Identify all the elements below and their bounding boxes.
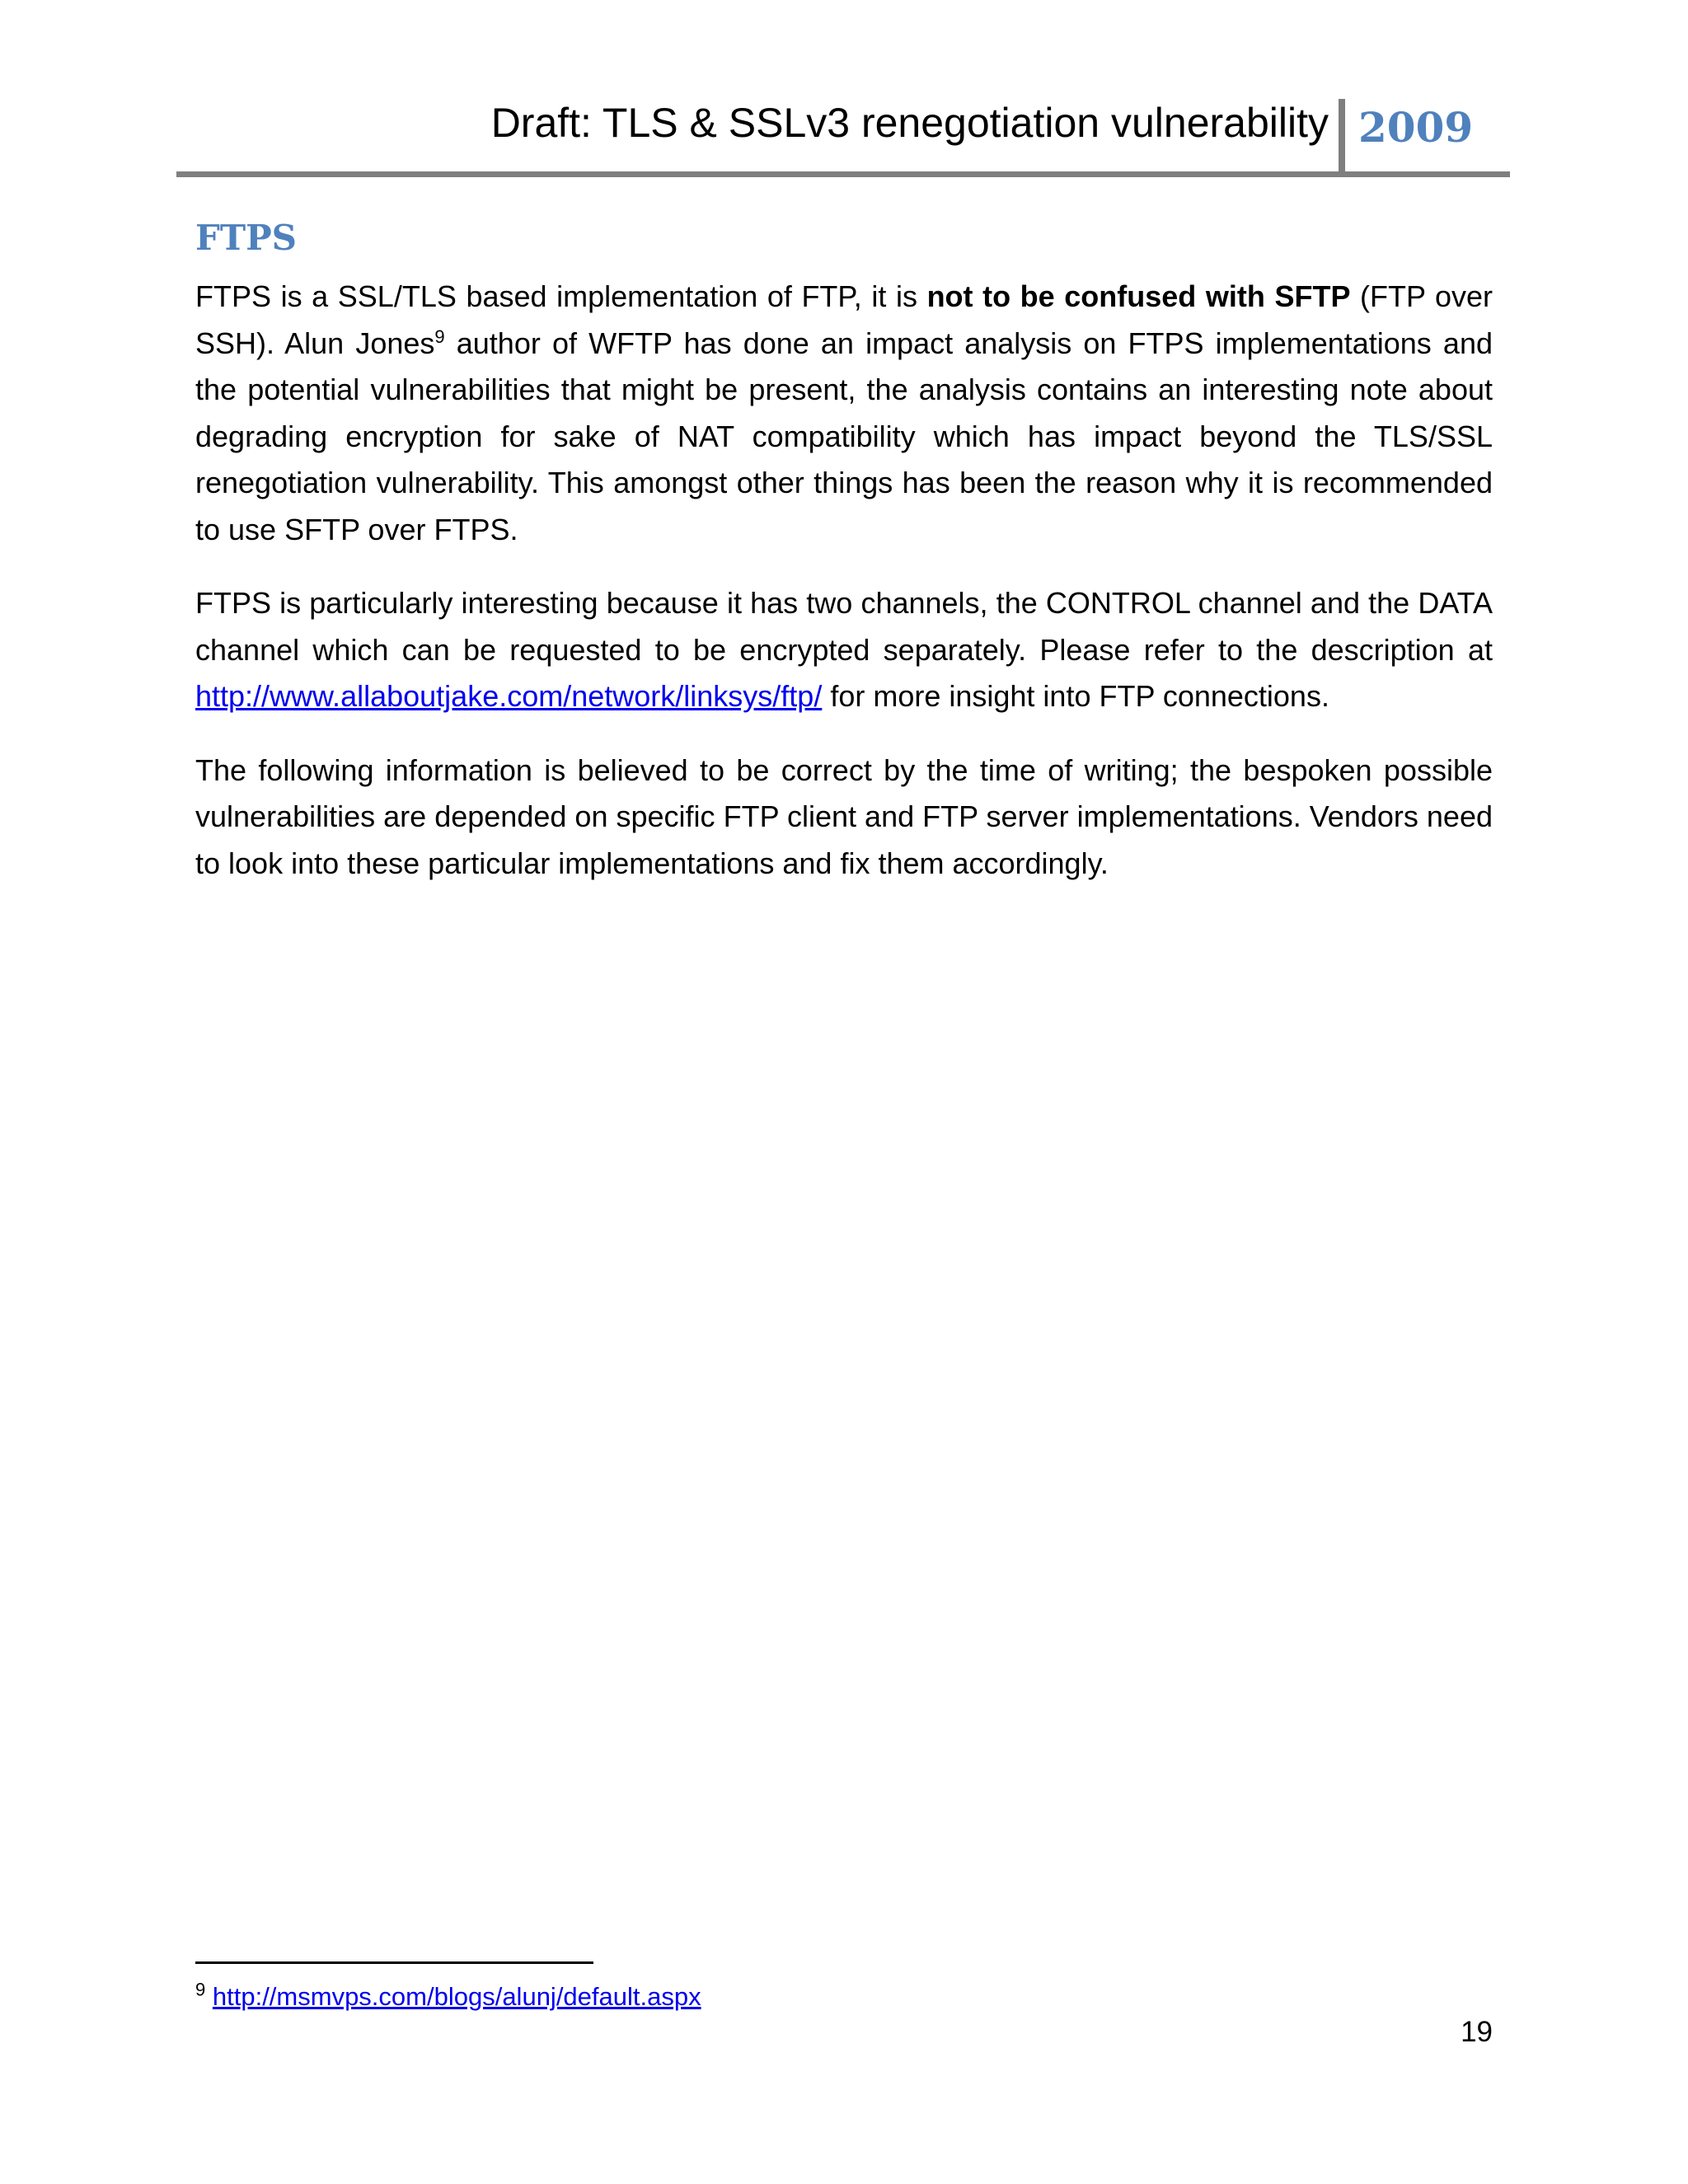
paragraph-1-text-a: FTPS is a SSL/TLS based implementation of FTP, it is (195, 279, 927, 313)
header-year: 2009 (1358, 103, 1474, 152)
header-title: Draft: TLS & SSLv3 renegotiation vulnerability (490, 100, 1329, 146)
main-content (195, 213, 1493, 914)
header-divider (1339, 99, 1345, 173)
footnote-reference: 9 (434, 326, 445, 347)
page-number: 19 (1461, 2016, 1493, 2048)
paragraph-2-text-b: for more insight into FTP connections. (822, 679, 1329, 713)
footnote-link[interactable]: http://msmvps.com/blogs/alunj/default.aspx (212, 1982, 701, 2011)
header-rule (176, 171, 1510, 177)
footnote-separator (195, 1961, 593, 1964)
section-heading: FTPS (195, 218, 297, 258)
paragraph-1 (195, 274, 1493, 553)
paragraph-3: The following information is believed to be correct by the time of writing; the bespoken possible vulnerabilities are depended on specific FTP client and FTP server implementations. Vendors need to look into these particular implementations and fix them accordingly. (195, 752, 1493, 880)
footnote (195, 1978, 701, 2016)
paragraph-2 (195, 580, 1493, 720)
paragraph-2-text-a: FTPS is particularly interesting because it has two channels, the CONTROL channel and the DATA channel which can be requested to be encrypted separately. Please refer to the description at (195, 586, 1493, 667)
page-header (0, 0, 1688, 181)
paragraph-1-text-b: (FTP over SSH). Alun Jones (195, 279, 1493, 360)
paragraph-1-bold-text: not to be confused with SFTP (926, 279, 1351, 313)
paragraph-1-text-c: author of WFTP has done an impact analysis on FTPS implementations and the potential vulnerabilities that might be present, the analysis contains an interesting note about degrading encryption for sake of NAT compatibility which has impact beyond the TLS/SSL renegotiation vulnerability. This amongst other things has been the reason why it is recommended to use SFTP over FTPS. (195, 326, 1493, 546)
footnote-number: 9 (195, 1979, 206, 2000)
allaboutjake-link[interactable]: http://www.allaboutjake.com/network/linksys/ftp/ (195, 679, 823, 713)
